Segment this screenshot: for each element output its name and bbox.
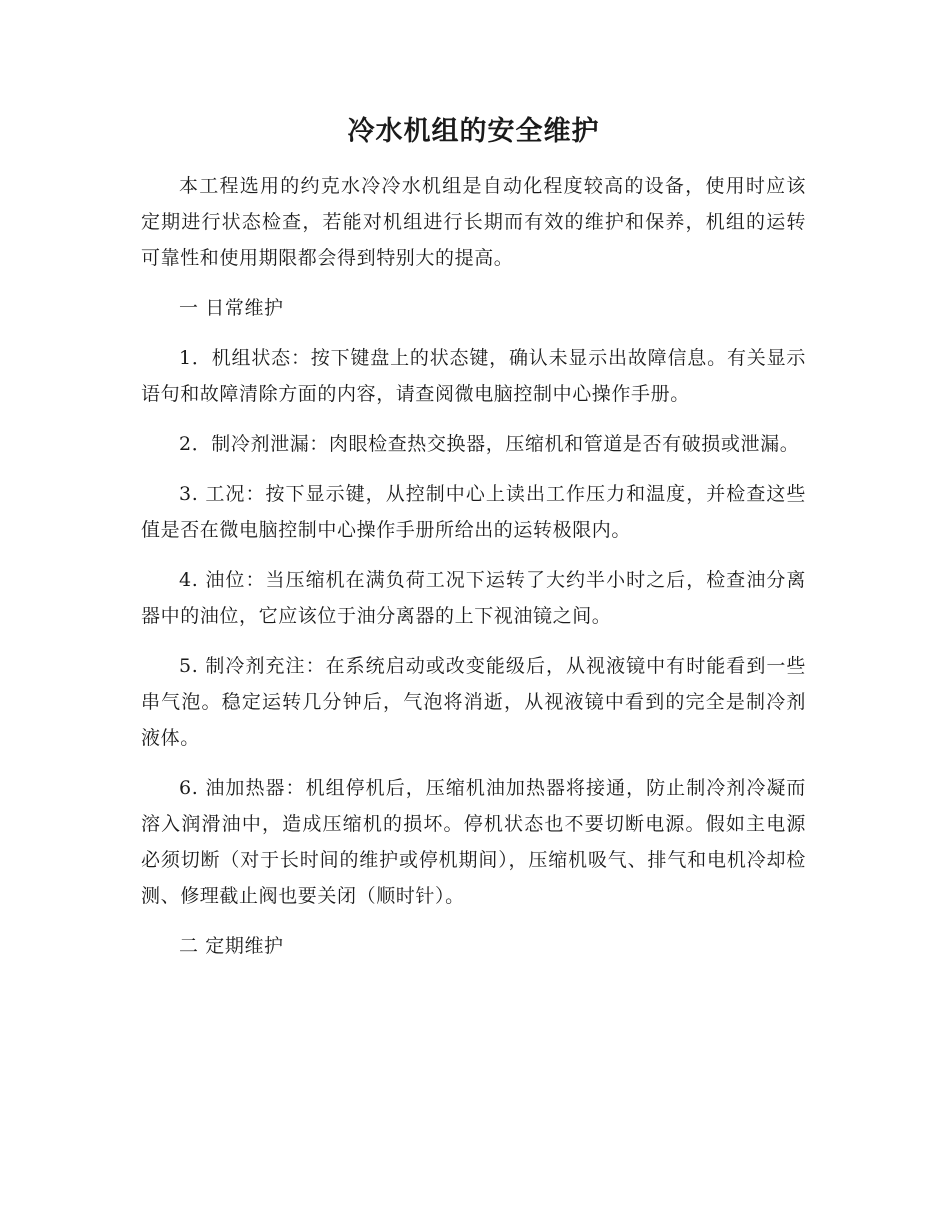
document-title: 冷水机组的安全维护 [347,116,600,147]
document-page [141,112,806,978]
item-refrigerant-leak: 2．制冷剂泄漏：肉眼检查热交换器，压缩机和管道是否有破损或泄漏。 [179,433,800,455]
item-oil-level: 4. 油位：当压缩机在满负荷工况下运转了大约半小时之后，检查油分离器中的油位，它应该位于油分离器的上下视油镜之间。 [141,569,806,627]
item-oil-heater: 6. 油加热器：机组停机后，压缩机油加热器将接通，防止制冷剂冷凝而溶入润滑油中，造成压缩机的损坏。停机状态也不要切断电源。假如主电源必须切断（对于长时间的维护或停机期间），压缩机吸气、排气和电机冷却检测、修理截止阀也要关闭（顺时针）。 [141,777,806,907]
item-operating-conditions: 3. 工况：按下显示键，从控制中心上读出工作压力和温度，并检查这些值是否在微电脑控制中心操作手册所给出的运转极限内。 [141,483,806,541]
item-refrigerant-charge: 5. 制冷剂充注：在系统启动或改变能级后，从视液镜中有时能看到一些串气泡。稳定运转几分钟后，气泡将消逝，从视液镜中看到的完全是制冷剂液体。 [141,655,806,749]
section-heading-periodic-maintenance: 二 定期维护 [179,935,284,957]
intro-paragraph: 本工程选用的约克水冷冷水机组是自动化程度较高的设备，使用时应该定期进行状态检查，若能对机组进行长期而有效的维护和保养，机组的运转可靠性和使用期限都会得到特别大的提高。 [141,175,806,269]
item-unit-status: 1．机组状态：按下键盘上的状态键，确认未显示出故障信息。有关显示语句和故障清除方面的内容，请查阅微电脑控制中心操作手册。 [141,347,806,405]
section-heading-daily-maintenance: 一 日常维护 [179,297,284,319]
